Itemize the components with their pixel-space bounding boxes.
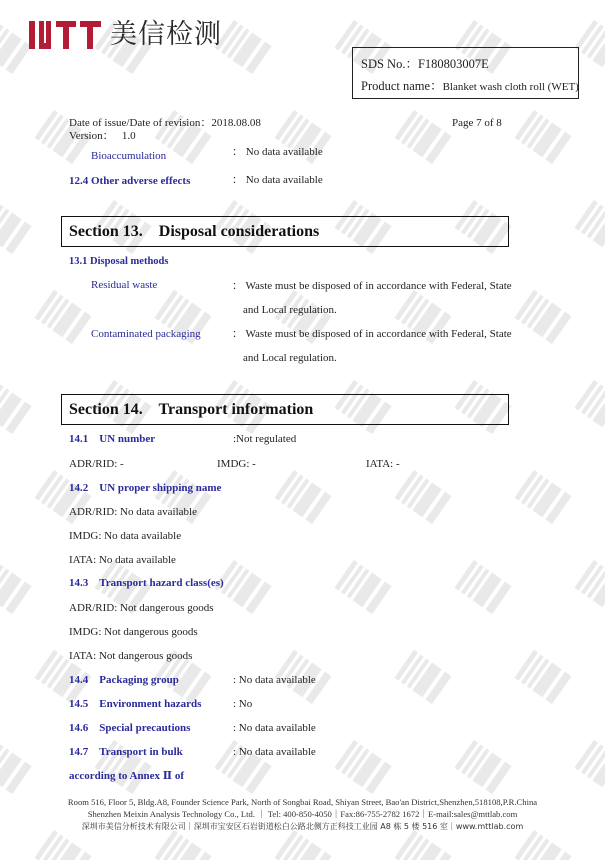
- environment-hazards-label: Environment hazards: [99, 698, 202, 710]
- product-name-row: [361, 75, 578, 97]
- watermark-logo-icon: [0, 380, 32, 434]
- watermark-logo-icon: [0, 20, 32, 74]
- watermark-logo-icon: [574, 740, 605, 794]
- bioaccumulation-label: Bioaccumulation: [91, 150, 167, 162]
- version-value: 1.0: [121, 130, 136, 142]
- date-value: 2018.08.08: [211, 117, 261, 129]
- un-number-heading: [69, 432, 155, 446]
- hazard-class-heading: [69, 576, 224, 590]
- watermark-logo-icon: [574, 200, 605, 254]
- company-logo: [29, 20, 222, 50]
- watermark-logo-icon: [574, 560, 605, 614]
- hazard-class-imdg: IMDG: Not dangerous goods: [69, 626, 198, 638]
- residual-waste-label: Residual waste: [91, 279, 158, 291]
- environment-hazards-value: : No: [233, 698, 253, 710]
- transport-bulk-label: Transport in bulk: [99, 746, 183, 758]
- watermark-logo-icon: [514, 470, 571, 524]
- other-adverse-effects-label: 12.4 Other adverse effects: [69, 175, 191, 187]
- watermark-logo-icon: [334, 560, 391, 614]
- watermark-logo-icon: [214, 20, 271, 74]
- un-imdg: IMDG: -: [217, 458, 256, 470]
- other-adverse-effects-value: ： No data available: [232, 174, 323, 186]
- product-label: Product name：: [361, 79, 443, 93]
- watermark-logo-icon: [514, 110, 571, 164]
- watermark-logo-icon: [154, 830, 211, 860]
- shipping-name-adr: ADR/RID: No data available: [69, 506, 197, 518]
- transport-bulk-heading: [69, 745, 183, 759]
- environment-hazards-num: 14.5: [69, 698, 89, 710]
- packaging-group-heading: [69, 673, 179, 687]
- shipping-name-heading: [69, 481, 221, 495]
- date-label: Date of issue/Date of revision：: [69, 117, 212, 129]
- issue-date: [69, 116, 261, 130]
- hazard-class-adr: ADR/RID: Not dangerous goods: [69, 602, 214, 614]
- packaging-group-value: : No data available: [233, 674, 316, 686]
- environment-hazards-heading: [69, 697, 201, 711]
- packaging-group-num: 14.4: [69, 674, 89, 686]
- watermark-logo-icon: [454, 560, 511, 614]
- watermark-logo-icon: [574, 380, 605, 434]
- un-number-label: UN number: [99, 433, 156, 445]
- watermark-logo-icon: [394, 110, 451, 164]
- contaminated-packaging-value-line2: and Local regulation.: [243, 352, 337, 364]
- watermark-logo-icon: [34, 290, 91, 344]
- mtt-logo-mark-icon: [29, 21, 102, 49]
- shipping-name-num: 14.2: [69, 482, 89, 494]
- special-precautions-num: 14.6: [69, 722, 89, 734]
- footer-contact: Shenzhen Meixin Analysis Technology Co., Ltd. ｜ Tel: 400-850-4050｜Fax:86-755-2782 1672｜E-mail:sales@mttlab.com: [87, 809, 518, 819]
- watermark-logo-icon: [274, 830, 331, 860]
- watermark-logo-icon: [34, 830, 91, 860]
- watermark-logo-icon: [274, 470, 331, 524]
- sds-value: F180803007E: [417, 57, 489, 71]
- version: [69, 129, 136, 143]
- sds-number-row: [361, 53, 578, 75]
- watermark-logo-icon: [454, 740, 511, 794]
- watermark-logo-icon: [0, 200, 32, 254]
- shipping-name-label: UN proper shipping name: [99, 482, 222, 494]
- special-precautions-value: : No data available: [233, 722, 316, 734]
- product-value: Blanket wash cloth roll (WET): [442, 81, 579, 93]
- watermark-logo-icon: [514, 830, 571, 860]
- footer-chinese-address: 深圳市美信分析技术有限公司｜深圳市宝安区石岩街道松白公路北侧方正科技工业园 A8 栋 5 楼 516 室｜www.mttlab.com: [81, 822, 524, 831]
- hazard-class-iata: IATA: Not dangerous goods: [69, 650, 193, 662]
- transport-bulk-value: : No data available: [233, 746, 316, 758]
- sds-info-box: [352, 47, 579, 99]
- annex-line: according to Annex Ⅱ of: [69, 770, 184, 782]
- hazard-class-num: 14.3: [69, 577, 89, 589]
- shipping-name-iata: IATA: No data available: [69, 554, 176, 566]
- section-13-heading: Section 13. Disposal considerations: [61, 216, 509, 247]
- logo-chinese-name: 美信检测: [110, 19, 222, 50]
- contaminated-packaging-value-line1: ： Waste must be disposed of in accordance with Federal, State: [232, 328, 512, 340]
- version-label: Version：: [69, 130, 114, 142]
- bioaccumulation-value: ： No data available: [232, 146, 323, 158]
- sds-label: SDS No.：: [361, 57, 418, 71]
- special-precautions-label: Special precautions: [99, 722, 191, 734]
- un-number-num: 14.1: [69, 433, 89, 445]
- disposal-methods-heading: 13.1 Disposal methods: [69, 256, 169, 267]
- transport-bulk-num: 14.7: [69, 746, 89, 758]
- watermark-logo-icon: [0, 740, 32, 794]
- packaging-group-label: Packaging group: [99, 674, 179, 686]
- watermark-logo-icon: [394, 650, 451, 704]
- watermark-logo-icon: [514, 650, 571, 704]
- shipping-name-imdg: IMDG: No data available: [69, 530, 182, 542]
- footer-address: Room 516, Floor 5, Bldg.A8, Founder Science Park, North of Songbai Road, Shiyan Street, Bao'an District,Shenzhen,518108,P.R.China: [67, 797, 538, 807]
- un-adr: ADR/RID: -: [69, 458, 124, 470]
- watermark-logo-icon: [334, 740, 391, 794]
- section-14-heading: Section 14. Transport information: [61, 394, 509, 425]
- un-number-value: :Not regulated: [233, 433, 297, 445]
- page-number: Page 7 of 8: [452, 117, 502, 129]
- watermark-logo-icon: [394, 830, 451, 860]
- contaminated-packaging-label: Contaminated packaging: [91, 328, 201, 340]
- watermark-logo-icon: [514, 290, 571, 344]
- un-iata: IATA: -: [366, 458, 400, 470]
- residual-waste-value-line2: and Local regulation.: [243, 304, 337, 316]
- special-precautions-heading: [69, 721, 190, 735]
- watermark-logo-icon: [0, 560, 32, 614]
- watermark-logo-icon: [394, 470, 451, 524]
- residual-waste-value-line1: ： Waste must be disposed of in accordance with Federal, State: [232, 280, 512, 292]
- hazard-class-label: Transport hazard class(es): [99, 577, 224, 589]
